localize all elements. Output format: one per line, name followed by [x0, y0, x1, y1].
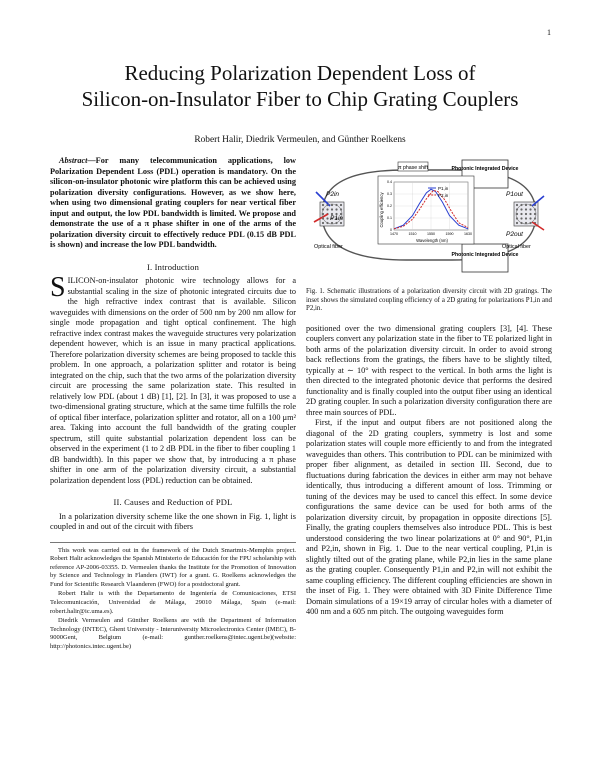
grating-hole: [335, 208, 337, 210]
title-line-1: Reducing Polarization Dependent Loss of: [124, 61, 476, 85]
grating-hole: [326, 208, 328, 210]
grating-hole: [322, 222, 324, 224]
inset-x-tick-label: 1470: [390, 232, 398, 236]
grating-hole: [525, 217, 527, 219]
grating-hole: [529, 213, 531, 215]
inset-x-tick-label: 1510: [408, 232, 417, 236]
footnote-funding: This work was carried out in the framework of the Dutch Smartmix-Memphis project. Robert Halir acknowledges the Spanish Ministerio de Educación for the FPU scholarship with reference AP-2006-03355. D. Vermeulen thanks the Institute for the Promotion of Innovation by Science and Technology in Flanders (IWT) for a grant. G. Roelkens acknowledges the Fund for Scientific Research Vlaanderen (FWO) for a postdoctoral grant.: [50, 546, 296, 588]
grating-hole: [516, 204, 518, 206]
label-optical-fiber-left: Optical fiber: [314, 244, 343, 250]
page-number: 1: [547, 28, 551, 37]
grating-hole: [340, 204, 342, 206]
footnote-vermeulen-roelkens: Diedrik Vermeulen and Günther Roelkens are with the Department of Information Technology (INTEC), Ghent University - Interuniversity Microelectronics Center (IMEC), B-9000Gent, Belgium (e-mail: gunther.roelkens@intec.ugent.be)(website: http://photonics.intec.ugent.be): [50, 617, 296, 651]
right-paragraph-2: First, if the input and output fibers are not positioned along the diagonal of the 2D grating couplers, symmetry is lost and some polarization states will couple more efficiently to and from the integrated waveguides than others. This contribution to PDL can be minimized with proper fiber alignment, as detailed in section III. Second, due to fluctuations during fabrication the devices in either arm may not behave identically, thus introducing a different amount of loss. Trimming or tuning of the devices may be used to cancel this effect. In some device configurations the same device can be used for both arms of the polarization diversity circuit, by propagation in opposite directions [5]. Finally, the grating couplers themselves also introduce PDL. This is best understood considering the two linear polarizations at 0° and 90°, P1,in and P2,in, shown in Fig. 1. Due to the near vertical coupling, P1,in is slightly tilted out of the grating plane, while P2,in lies in the same plane as the grating coupler. Consequently P1,in and P2,in will not exhibit the same coupling efficiency. The different coupling efficiencies are shown in the inset of Fig. 1. They were obtained with 3D Finite Difference Time Domain simulations of a 19×19 array of circular holes with a diameter of 400 nm and a 605 nm pitch. The outgoing waveguides form: [306, 418, 552, 617]
paper-title: [60, 60, 540, 112]
label-p1in: P1in: [330, 215, 344, 222]
inset-x-label: Wavelength (nm): [416, 238, 448, 243]
device-bottom-label: [452, 252, 519, 258]
inset-x-tick-label: 1590: [445, 232, 454, 236]
section-heading-introduction: I. Introduction: [146, 261, 200, 272]
footnote-halir: Robert Halir is with the Departamento de Ingeniería de Comunicaciones, ETSI Telecomunicación, Universidad de Málaga, 29010 Málaga, Spain (e-mail: robert.halir@ic.uma.es).: [50, 590, 296, 615]
intro-paragraph: [50, 272, 296, 486]
label-optical-fiber-right: Optical fiber: [502, 244, 531, 250]
grating-hole: [331, 208, 333, 210]
grating-hole: [516, 222, 518, 224]
legend-label-p2in: P2,in: [438, 193, 449, 198]
grating-hole: [525, 208, 527, 210]
label-p2out: P2out: [506, 231, 523, 238]
legend-label-p1in: P1,in: [438, 186, 449, 191]
grating-hole: [520, 213, 522, 215]
figure-1-caption: Fig. 1. Schematic illustrations of a polarization diversity circuit with 2D gratings. The inset shows the simulated coupling efficiency of a 2D grating for polarizations P1,in and P2,in.: [306, 288, 552, 313]
abstract-lead: Abstract: [59, 156, 88, 165]
abstract: [50, 156, 296, 251]
title-line-2: Silicon-on-Insulator Fiber to Chip Grating Couplers: [81, 87, 519, 111]
inset-y-tick-label: 0: [390, 228, 392, 233]
drop-cap: S: [50, 272, 66, 303]
author-list: Robert Halir, Diedrik Vermeulen, and Günther Roelkens: [194, 135, 406, 145]
device-bottom-label-text: Photonic Integrated Device: [451, 252, 519, 258]
inset-x-tick-label: 1550: [427, 232, 435, 236]
intro-text: ILICON-on-insulator photonic wire technology allows for a substantial scaling in the size of photonic integrated circuits due to the high refractive index contrast that is available. Silicon waveguides with dimensions on the order of 500 nm by 200 nm allow for single mode propagation and tight optical confinement. The high refractive index contrast makes the waveguide structures very polarization dependent however, which is an issue in many practical applications. Therefore polarization diversity schemes are being proposed to tackle this problem. In one approach, a polarization splitter and rotator is being integrated on the chip, such that the two arms of the polarization diversity circuit are processing the same polarization state. This resulted in relatively low PDL (about 1 dB) [1], [2]. In [3], it was proposed to use a two-dimensional grating structure, which at the same time fulfills the role of optical fiber interface, polarization splitter and rotator, all on a 100 μm² area. Taking into account the full bandwidth of the grating coupler spectrum, still quite substantial polarization dependent loss can be observed in the experiment (1 to 2 dB PDL in the fiber to fiber coupling 1 dB bandwidth). In this paper we show that, by introducing a π phase shifter in one arm of the polarization diversity circuit, a substantial polarization dependent loss (PDL) reduction can be obtained.: [50, 276, 296, 485]
section-heading-causes: II. Causes and Reduction of PDL: [113, 497, 233, 507]
phase-shift-label: π phase shift: [397, 165, 429, 171]
inset-y-tick-label: 0.2: [387, 204, 392, 209]
abstract-text: —For many telecommunication applications, low Polarization Dependent Loss (PDL) operation is mandatory. On the silicon-on-insulator photonic wire platform this can be achieved using polarization diversity configurations. However, as we show here, when using two dimensional grating couplers for near vertical fiber input and output, the low PDL bandwidth is limited. We propose and demonstrate the use of a π phase shifter in one of the arms of the polarization diversity circuit to effectively reduce PDL (0.15 dB PDL is shown) and increase the low PDL bandwidth.: [50, 156, 296, 249]
figure-1-diagram: [306, 156, 552, 284]
left-column: [50, 156, 296, 653]
grating-hole: [326, 217, 328, 219]
grating-hole: [525, 213, 527, 215]
label-p1out: P1out: [506, 191, 523, 198]
device-top-label: [452, 166, 519, 172]
grating-hole: [520, 208, 522, 210]
inset-y-tick-label: 0.3: [387, 192, 392, 197]
label-p2in: P2in: [326, 191, 340, 198]
inset-x-tick-label: 1630: [464, 232, 472, 236]
inset-y-tick-label: 0.4: [387, 180, 392, 185]
inset-chart: [378, 176, 474, 244]
right-paragraph-1: positioned over the two dimensional grating couplers [3], [4]. These couplers convert any polarization state in the fiber to TE polarized light in both arms of the polarization diversity circuit. In order to avoid strong back reflections from the gratings, the fibers have to be slightly tilted, typically at ∼ 10° with respect to the vertical. In both arms the light is then directed to the integrated photonic device that performs the desired functionality and is finally coupled into the output fiber using an identical 2D grating coupler. In such a polarization diversity configuration there are three main sources of PDL.: [306, 323, 552, 417]
grating-hole: [520, 217, 522, 219]
inset-y-tick-label: 0.1: [387, 216, 392, 221]
grating-hole: [529, 217, 531, 219]
grating-hole: [322, 204, 324, 206]
grating-hole: [529, 208, 531, 210]
causes-paragraph: In a polarization diversity scheme like the one shown in Fig. 1, light is coupled in and out of the circuit with fibers: [50, 511, 296, 531]
inset-y-label: Coupling efficiency: [379, 192, 384, 228]
right-column: [306, 156, 552, 618]
grating-hole: [340, 222, 342, 224]
figure-1: [306, 156, 552, 284]
device-top-label-text: Photonic Integrated Device: [451, 166, 519, 172]
footnotes: [50, 542, 296, 652]
